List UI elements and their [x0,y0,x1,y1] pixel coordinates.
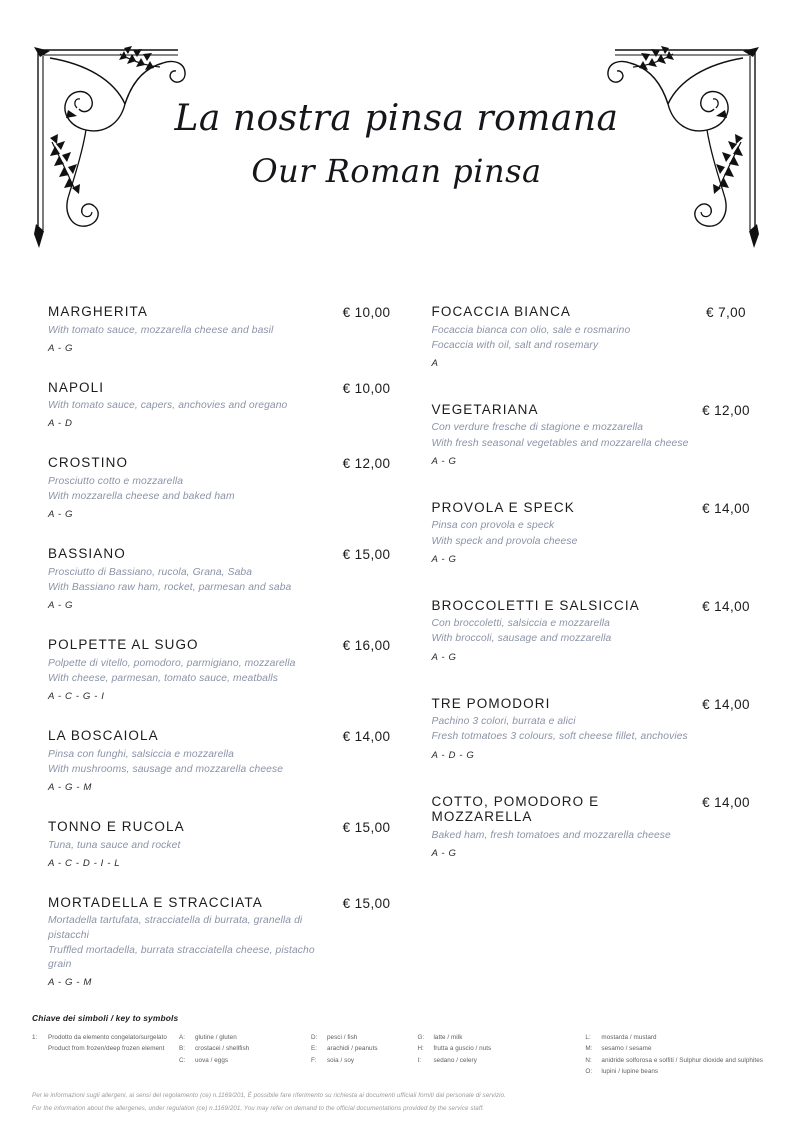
legend-key: M: [585,1045,593,1053]
legend-group [32,1032,179,1055]
legend-keys [417,1032,433,1066]
legend-key: H: [417,1045,424,1053]
title-italian: La nostra pinsa romana [174,98,619,139]
legend-value: frutta a guscio / nuts [433,1045,492,1053]
menu-item-description: Pinsa con funghi, salsiccia e mozzarella [48,748,235,760]
menu-item-allergens: A - G [48,342,74,354]
menu-item-allergens: A - D - G [431,749,475,761]
menu-item [432,500,764,565]
legend-key: A: [178,1034,186,1041]
menu-header [0,0,793,270]
legend-values [48,1032,179,1055]
menu-item-allergens: A - G [431,847,457,859]
menu-item [432,304,764,369]
menu-item-description: Focaccia with oil, salt and rosemary [431,339,599,351]
legend-keys [179,1032,195,1066]
menu-item-price: € 12,00 [342,456,391,472]
legend-value: arachidi / peanuts [326,1045,378,1053]
legend-key: E: [310,1045,318,1053]
menu-item-description: Tuna, tuna sauce and rocket [48,839,181,851]
legend-key: 1: [32,1034,38,1041]
menu-item [48,455,406,520]
menu-item [48,380,406,430]
legend-value: sedano / celery [433,1056,477,1064]
legend-keys [311,1032,327,1066]
menu-item-description: With Bassiano raw ham, rocket, parmesan and saba [48,582,292,594]
menu-item-price: € 14,00 [702,500,750,516]
menu-item-allergens: A - G [431,455,457,467]
menu-item-description: Baked ham, fresh tomatoes and mozzarella cheese [431,829,671,841]
menu-item-description: Prosciutto di Bassiano, rucola, Grana, Saba [48,566,253,578]
legend-keys [32,1032,48,1055]
menu-item-price: € 10,00 [342,380,391,396]
menu-item-name: CROSTINO [48,455,129,471]
menu-item-price: € 14,00 [702,598,750,614]
menu-item-main [432,598,690,663]
legend-key [32,1043,48,1054]
allergen-disclaimer [32,1090,763,1115]
footer [32,1013,763,1115]
legend-value: soia / soy [326,1056,355,1064]
menu-item-allergens: A - D [48,418,73,430]
menu-item-description: Focaccia bianca con olio, sale e rosmarino [431,324,631,336]
menu-item-price: € 12,00 [702,402,750,418]
menu-item-description: Truffled mortadella, burrata stracciatella cheese, pistacho grain [48,944,315,970]
menu-item-name: FOCACCIA BIANCA [431,304,572,319]
menu-item-main [48,546,328,611]
legend-key: N: [585,1056,592,1064]
legend-value: glutine / gluten [194,1034,237,1041]
legend-values [195,1032,311,1066]
menu-item-name: VEGETARIANA [431,401,539,417]
menu-item-description: With cheese, parmesan, tomato sauce, meatballs [48,673,279,684]
menu-item-allergens: A - C - D - I - L [48,857,121,869]
title-english: Our Roman pinsa [251,152,542,190]
menu-item-description: Fresh totmatoes 3 colours, soft cheese fillet, anchovies [431,731,688,743]
menu-item-name: POLPETTE AL SUGO [48,637,199,653]
legend-value: Prodotto da elemento congelato/surgelato [48,1034,167,1041]
legend-values [433,1032,585,1066]
disclaimer-english: For the information about the allergenes, under regulation (ce) n.1169/201, You may refer on demand to the official documentations provided by the service staff. [32,1104,485,1112]
menu-item-allergens: A - G [48,509,74,521]
legend-group [585,1032,763,1078]
menu-item-main [48,895,328,988]
menu-item-description: With speck and provola cheese [431,535,578,547]
menu-item-allergens: A - G [431,553,457,565]
menu-item-price: € 14,00 [342,729,391,745]
menu-column-left [48,304,406,988]
legend-key: C: [178,1056,186,1064]
legend-key: D: [310,1034,318,1041]
legend-group [179,1032,311,1066]
legend-key: F: [310,1056,317,1064]
menu-item-price: € 14,00 [702,794,750,810]
legend-key: L: [585,1034,591,1041]
menu-item-price: € 15,00 [342,820,391,836]
allergen-legend [32,1032,763,1078]
menu-item-name: MORTADELLA E STRACCIATA [48,894,263,910]
menu-item-name: PROVOLA E SPECK [431,499,575,515]
menu-item-main [432,304,690,369]
menu-item-description: With mushrooms, sausage and mozzarella cheese [48,763,284,775]
menu-column-right [406,304,764,988]
menu-item-name: LA BOSCAIOLA [48,728,159,744]
menu-item-main [432,696,690,761]
legend-value: mostarda / mustard [601,1034,657,1041]
legend-value: latte / milk [433,1034,463,1041]
menu-item-description: Con broccoletti, salsiccia e mozzarella [431,618,610,630]
legend-keys [585,1032,601,1078]
legend-values [327,1032,417,1066]
legend-key: O: [585,1068,593,1076]
legend-key: I: [417,1056,422,1064]
menu-item [48,546,406,611]
menu-item-price: € 14,00 [702,696,750,712]
menu-item-main [432,794,690,859]
legend-value: Product from frozen/deep frozen element [48,1045,165,1053]
menu-item [432,696,764,761]
legend-value: pesci / fish [326,1034,358,1041]
legend-value: lupini / lupine beans [601,1068,659,1076]
menu-item-description: With broccoli, sausage and mozzarella [431,633,612,645]
menu-item-allergens: A - G [48,600,74,612]
legend-value: anidride solforosa e solfiti / Sulphur dioxide and sulphites [601,1056,763,1064]
menu-item-main [48,455,328,520]
menu-item-description: Polpette di vitello, pomodoro, parmigiano, mozzarella [48,657,296,669]
menu-item [48,637,406,702]
page-title [0,96,793,191]
menu-item-description: Pachino 3 colori, burrata e alici [431,716,576,728]
menu-item-allergens: A - G - M [48,977,92,989]
menu-item-main [48,819,328,869]
legend-value: sesamo / sesame [601,1045,652,1053]
menu-item-price: € 16,00 [342,638,391,654]
legend-value: uova / eggs [194,1056,229,1064]
menu-item-main [48,304,328,354]
menu-item [48,728,406,793]
menu-item-name: COTTO, POMODORO E MOZZARELLA [431,793,600,825]
menu-item-price: € 15,00 [342,547,391,563]
legend-group [417,1032,585,1066]
menu-item-description: With tomato sauce, capers, anchovies and oregano [48,400,288,412]
menu-item [432,598,764,663]
menu-item-name: BASSIANO [48,546,126,562]
legend-key: B: [178,1045,186,1053]
menu-item [48,819,406,869]
menu-item-name: TONNO E RUCOLA [48,819,185,835]
menu-item-name: NAPOLI [48,379,105,395]
menu-item-name: TRE POMODORI [431,695,551,711]
menu-item-name: MARGHERITA [48,304,149,319]
menu-item-price: € 15,00 [342,895,391,911]
menu-item-allergens: A - G - M [48,782,92,794]
menu-item-main [48,728,328,793]
menu-item-price: € 7,00 [706,305,746,320]
menu-item-main [48,637,328,702]
disclaimer-italian: Per le informazioni sugli allergeni, ai sensi del regolamento (ce) n.1169/201, È possibile fare riferimento su richiesta ai documenti ufficiali forniti dal personale di servizio. [32,1091,506,1099]
menu-item [48,304,406,354]
menu-item-allergens: A - C - G - I [48,691,105,703]
menu-item-main [432,500,690,565]
menu-item-allergens: A [431,357,439,369]
menu-item-price: € 10,00 [342,305,391,320]
menu-item-description: Mortadella tartufata, stracciatella di burrata, granella di pistacchi [48,915,303,941]
key-to-symbols-title: Chiave dei simboli / key to symbols [32,1013,179,1023]
menu-item-description: With tomato sauce, mozzarella cheese and basil [48,324,274,336]
legend-value: crostacei / shellfish [194,1045,250,1053]
menu-item-allergens: A - G [431,651,457,663]
menu-item [48,895,406,988]
legend-group [311,1032,417,1066]
legend-key: G: [417,1034,425,1041]
legend-values [601,1032,763,1078]
menu-item-description: Con verdure fresche di stagione e mozzarella [431,422,644,434]
menu-item-name: BROCCOLETTI E SALSICCIA [431,597,640,613]
menu-item [432,402,764,467]
menu-item-main [432,402,690,467]
menu-item-description: With mozzarella cheese and baked ham [48,491,235,503]
menu-item-description: Pinsa con provola e speck [431,520,555,532]
menu-item-description: With fresh seasonal vegetables and mozzarella cheese [431,437,689,449]
menu-item-main [48,380,328,430]
menu-item-description: Prosciutto cotto e mozzarella [48,475,184,487]
menu-body [0,304,793,988]
menu-item [432,794,764,859]
